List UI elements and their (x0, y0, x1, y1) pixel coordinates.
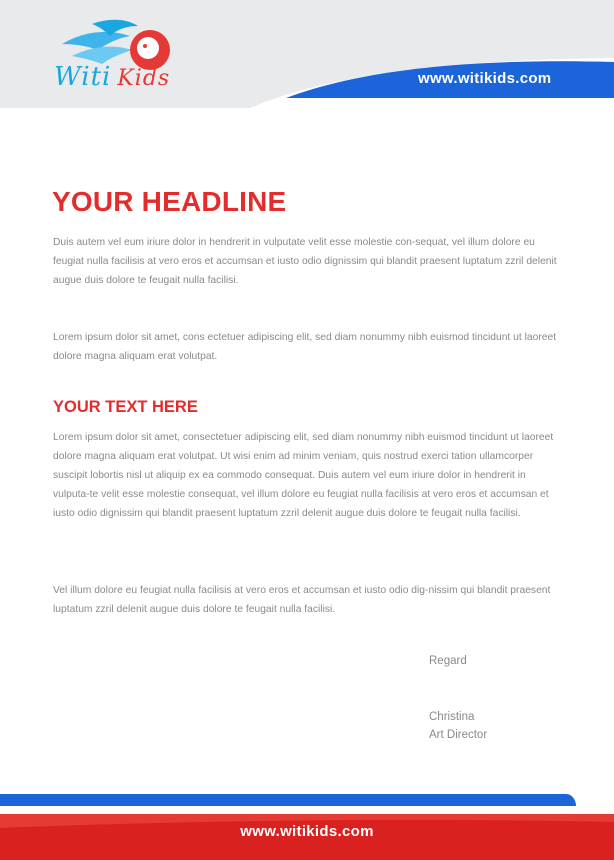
section-subheadline: YOUR TEXT HERE (53, 398, 198, 416)
logo-wordmark-accent: Kids (117, 66, 171, 91)
body-paragraph-2: Lorem ipsum dolor sit amet, cons ectetuer adipiscing elit, sed diam nonummy nibh euismod tincidunt ut laoreet dolore magna aliquam erat volutpat. (53, 332, 557, 362)
body-paragraph-3: Lorem ipsum dolor sit amet, consectetuer adipiscing elit, sed diam nonummy nibh euismod tincidunt ut laoreet dolore magna aliquam erat volutpat. Ut wisi enim ad minim veniam, quis nostrud exerci tation ullamcorper suscipit lobortis nisl ut aliquip ex ea commodo consequat. Duis autem vel eum iriure dolor in hendrerit in vulputa-te velit esse molestie consequat, vel illum dolore eu feugiat nulla facilisis at vero eros et accumsan et iusto odio dignissim qui blandit praesent luptatum zzril delenit augue duis dolore te feugait nulla facilisi. (53, 432, 554, 519)
body-paragraph-1: Duis autem vel eum iriure dolor in hendrerit in vulputate velit esse molestie con-sequat, vel illum dolore eu feugiat nulla facilisis at vero eros et accumsan et iusto odio dignissim qui blandit praesent luptatum zzril delenit augue duis dolore te feugait nulla facilisi. (53, 237, 557, 286)
witikids-logo (52, 14, 182, 106)
signer-title: Art Director (429, 729, 488, 741)
logo-wordmark-main: Witi (54, 62, 112, 92)
page-headline: YOUR HEADLINE (52, 186, 287, 217)
closing-regard: Regard (429, 655, 467, 667)
body-paragraph-4: Vel illum dolore eu feugiat nulla facilisis at vero eros et accumsan et iusto odio dig-nissim qui blandit praesent luptatum zzril delenit augue duis dolore te feugait nulla facilisi. (53, 585, 551, 615)
signer-name: Christina (429, 711, 475, 723)
footer-website-link[interactable]: www.witikids.com (240, 823, 374, 840)
header-website-link[interactable]: www.witikids.com (418, 70, 552, 87)
logo-wordmark (54, 62, 170, 92)
